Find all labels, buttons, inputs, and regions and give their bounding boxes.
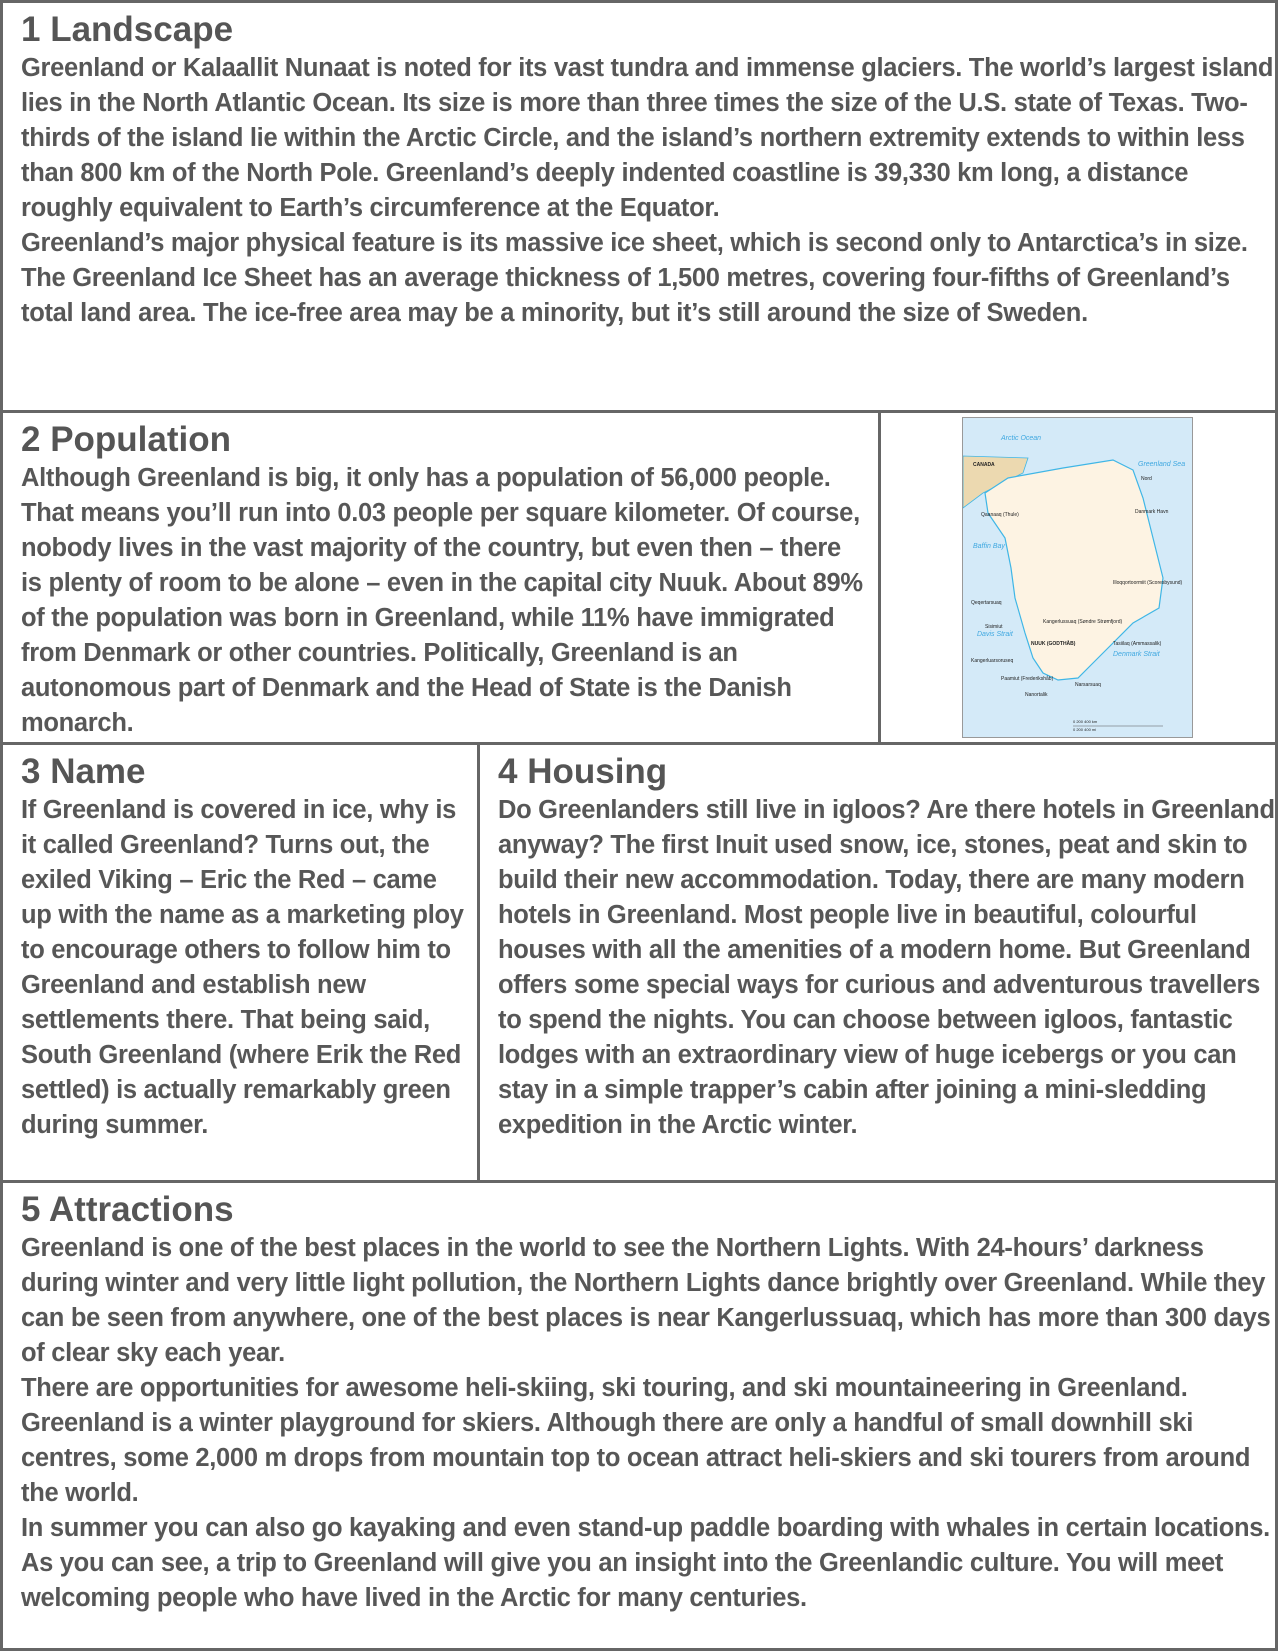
map-label-tasiilaq: Tasiilaq (Ammassalik) [1113, 641, 1162, 647]
map-label-ittoq: Illoqqortoormiit (Scoresbysund) [1113, 580, 1183, 586]
map-label-davis: Davis Strait [977, 631, 1013, 638]
map-label-danmark: Danmark Havn [1135, 509, 1169, 515]
section-paragraph: In summer you can also go kayaking and even stand-up paddle boarding with whales in certain locations. [21, 1514, 1270, 1542]
map-label-sisimiut: Sisimiut [985, 624, 1003, 630]
map-label-greenland-sea: Greenland Sea [1138, 461, 1186, 468]
section-paragraph: Greenland’s major physical feature is its massive ice sheet, which is second only to Antarctica’s in size. The Greenland Ice Sheet has an average thickness of 1,500 metres, covering four-fifths of Greenland’s total land area. The ice-free area may be a minority, but it’s still around the size of Sweden. [21, 229, 1248, 327]
section-name [0, 742, 480, 1183]
section-title: 5 Attractions [21, 1190, 234, 1229]
section-paragraph: Do Greenlanders still live in igloos? Are there hotels in Greenland anyway? The first Inuit used snow, ice, stones, peat and skin to build their new accommodation. Today, there are many modern hotels in Greenland. Most people live in beautiful, colourful houses with all the amenities of a modern home. But Greenland offers some special ways for curious and adventurous travellers to spend the nights. You can choose between igloos, fantastic lodges with an extraordinary view of huge icebergs or you can stay in a simple trapper’s cabin after joining a mini-sledding expedition in the Arctic winter. [498, 796, 1275, 1139]
section-paragraph: Although Greenland is big, it only has a population of 56,000 people. That means you’ll run into 0.03 people per square kilometer. Of course, nobody lives in the vast majority of the country, but even then – there is plenty of room to be alone – even in the capital city Nuuk. About 89% of the population was born in Greenland, while 11% have immigrated from Denmark or other countries. Politically, Greenland is an autonomous part of Denmark and the Head of State is the Danish monarch. [21, 464, 863, 737]
section-paragraph: Greenland is one of the best places in the world to see the Northern Lights. With 24-hours’ darkness during winter and very little light pollution, the Northern Lights dance brightly over Greenland. While they can be seen from anywhere, one of the best places is near Kangerlussuaq, which has more than 300 days of clear sky each year. [21, 1234, 1271, 1367]
map-label-denmark-strait: Denmark Strait [1113, 651, 1160, 658]
map-scale-mi: 0 200 400 mi [1073, 727, 1097, 732]
map-label-nord: Nord [1141, 476, 1152, 482]
section-housing [477, 742, 1278, 1183]
section-title: 4 Housing [498, 752, 668, 791]
section-paragraph: There are opportunities for awesome heli-skiing, ski touring, and ski mountaineering in Greenland. Greenland is a winter playground for skiers. Although there are only a handful of small downhill ski centres, some 2,000 m drops from mountain top to ocean attract heli-skiers and ski tourers from around the world. [21, 1374, 1251, 1507]
map-label-canada: CANADA [973, 462, 995, 468]
map-label-kangerluarsoruseq: Kangerluarsoruseq [971, 658, 1014, 664]
section-paragraph: Greenland or Kalaallit Nunaat is noted for its vast tundra and immense glaciers. The world’s largest island lies in the North Atlantic Ocean. Its size is more than three times the size of the U.S. state of Texas. Two-thirds of the island lie within the Arctic Circle, and the island’s northern extremity extends to within less than 800 km of the North Pole. Greenland’s deeply indented coastline is 39,330 km long, a distance roughly equivalent to Earth’s circumference at the Equator. [21, 54, 1274, 222]
section-attractions [0, 1180, 1278, 1651]
map-label-paamiut: Paamiut (Frederikshåb) [1001, 676, 1054, 682]
map-label-narsarsuaq: Narsarsuaq [1075, 682, 1101, 688]
map-scale-km: 0 200 400 km [1073, 719, 1098, 724]
map-label-qeqer: Qeqertarsuaq [971, 600, 1002, 606]
map-label-ocean: Arctic Ocean [1001, 435, 1042, 442]
section-title: 1 Landscape [21, 10, 234, 49]
section-title: 2 Population [21, 420, 231, 459]
section-paragraph: If Greenland is covered in ice, why is it called Greenland? Turns out, the exiled Viking – Eric the Red – came up with the name as a marketing ploy to encourage others to follow him to Greenland and establish new settlements there. That being said, South Greenland (where Erik the Red settled) is actually remarkably green during summer. [21, 796, 464, 1139]
section-population [0, 410, 881, 745]
map-label-nanortalik: Nanortalik [1025, 692, 1048, 698]
map-label-kanger: Kangerlussuaq (Søndre Strømfjord) [1043, 619, 1123, 625]
section-paragraph: As you can see, a trip to Greenland will give you an insight into the Greenlandic culture. You will meet welcoming people who have lived in the Arctic for many centuries. [21, 1549, 1224, 1612]
map-label-qaanaaq: Qaanaaq (Thule) [981, 512, 1019, 518]
map-label-baffin: Baffin Bay [973, 543, 1005, 550]
section-title: 3 Name [21, 752, 146, 791]
section-landscape [0, 0, 1278, 413]
map-label-nuuk: NUUK (GODTHÅB) [1031, 641, 1076, 647]
greenland-map [962, 417, 1193, 738]
